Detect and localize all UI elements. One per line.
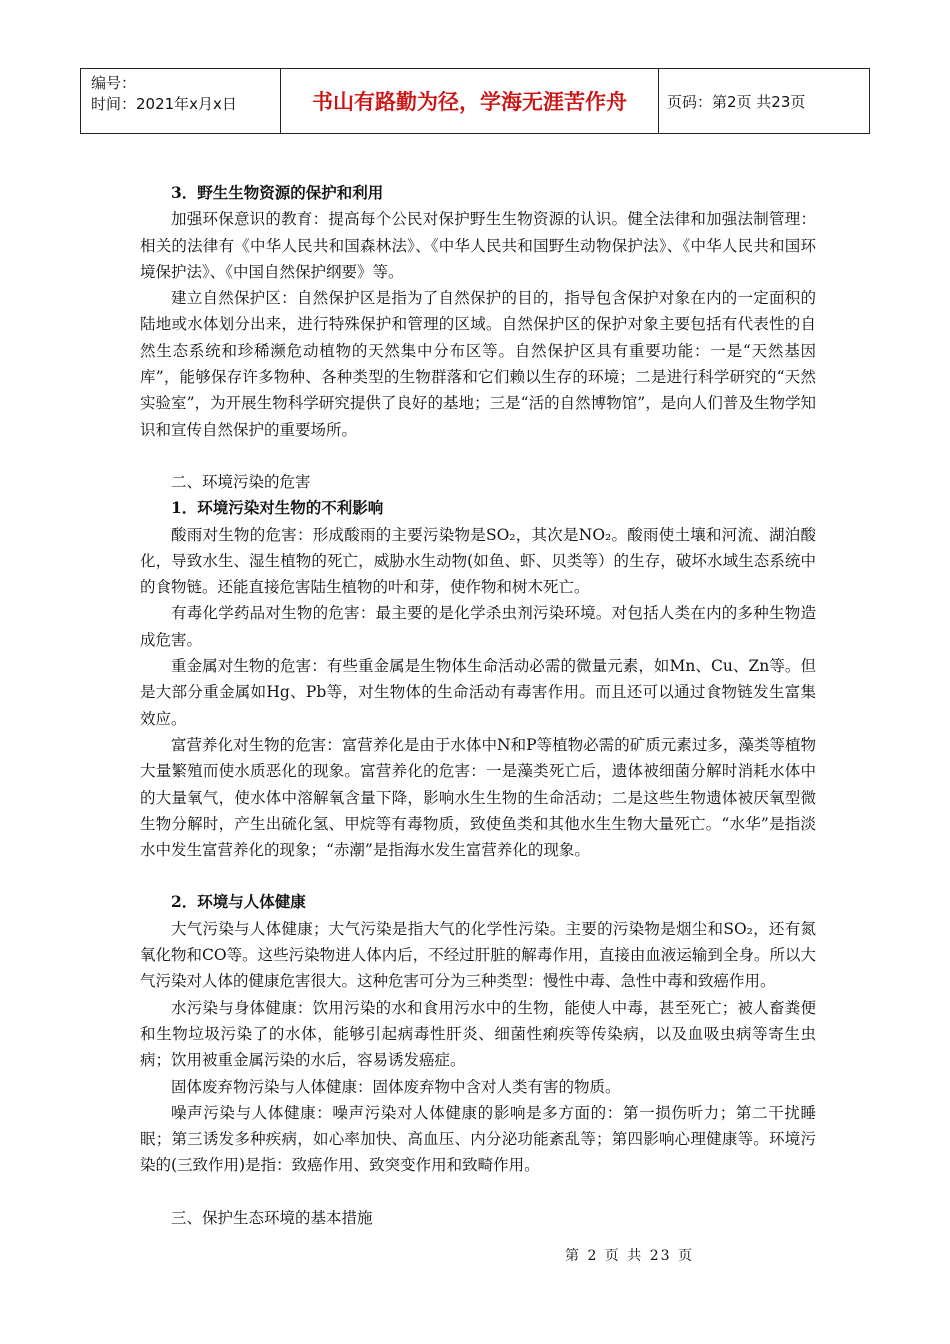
subsection-heading: 3．野生生物资源的保护和利用 [171,183,384,202]
header-meta [81,69,281,133]
paragraph: 建立自然保护区：自然保护区是指为了自然保护的目的，指导包含保护对象在内的一定面积的陆地或水体划分出来，进行特殊保护和管理的区域。自然保护区的保护对象主要包括有代表性的自然生态系统和珍稀濒危动植物的天然集中分布区等。自然保护区具有重要功能：一是“天然基因库”，能够保存许多物种、各种类型的生物群落和它们赖以生存的环境；二是进行科学研究的“天然实验室”，为开展生物科学研究提供了良好的基地；三是“活的自然博物馆”，是向人们普及生物学知识和宣传自然保护的重要场所。 [140,289,816,439]
paragraph: 酸雨对生物的危害：形成酸雨的主要污染物是SO₂，其次是NO₂。酸雨使土壤和河流、湖泊酸化，导致水生、湿生植物的死亡，威胁水生动物(如鱼、虾、贝类等）的生存，破坏水域生态系统中的食物链。还能直接危害陆生植物的叶和芽，使作物和树木死亡。 [140,525,816,597]
time-label: 时间：2021年x月x日 [91,95,237,113]
paragraph: 水污染与身体健康：饮用污染的水和食用污水中的生物，能使人中毒，甚至死亡；被人畜粪便和生物垃圾污染了的水体，能够引起病毒性肝炎、细菌性痢疾等传染病，以及血吸虫病等寄生虫病；饮用被重金属污染的水后，容易诱发癌症。 [140,998,816,1070]
paragraph: 富营养化对生物的危害：富营养化是由于水体中N和P等植物必需的矿质元素过多，藻类等植物大量繁殖而使水质恶化的现象。富营养化的危害：一是藻类死亡后，遗体被细菌分解时消耗水体中的大量氧气，使水体中溶解氧含量下降，影响水生生物的生命活动；二是这些生物遗体被厌氧型微生物分解时，产生出硫化氢、甲烷等有毒物质，致使鱼类和其他水生生物大量死亡。“水华”是指淡水中发生富营养化的现象；“赤潮”是指海水发生富营养化的现象。 [140,735,816,860]
spacer [140,443,816,469]
page-header [80,68,870,134]
number-label: 编号： [91,74,137,92]
paragraph: 有毒化学药品对生物的危害：最主要的是化学杀虫剂污染环境。对包括人类在内的多种生物造成危害。 [140,604,816,649]
spacer [140,863,816,889]
spacer [140,1179,816,1205]
page-footer: 第 2 页 共 23 页 [565,1248,694,1264]
section-heading: 二、环境污染的危害 [171,472,311,491]
paragraph: 加强环保意识的教育：提高每个公民对保护野生生物资源的认识。健全法律和加强法制管理：相关的法律有《中华人民共和国森林法》、《中华人民共和国野生动物保护法》、《中华人民共和国环境保护法》、《中国自然保护纲要》等。 [140,210,816,281]
paragraph: 大气污染与人体健康；大气污染是指大气的化学性污染。主要的污染物是烟尘和SO₂，还有氮氧化物和CO等。这些污染物进人体内后，不经过肝脏的解毒作用，直接由血液运输到全身。所以大气污染对人体的健康危害很大。这种危害可分为三种类型：慢性中毒、急性中毒和致癌作用。 [140,919,816,991]
section-heading: 三、保护生态环境的基本措施 [171,1208,373,1227]
subsection-heading: 1．环境污染对生物的不利影响 [171,498,384,518]
header-page [659,69,869,133]
motto-text: 书山有路勤为径，学海无涯苦作舟 [312,90,627,114]
subsection-heading: 2．环境与人体健康 [171,892,306,912]
header-page-label: 页码：第2页 共23页 [667,92,806,111]
paragraph: 重金属对生物的危害：有些重金属是生物体生命活动必需的微量元素，如Mn、Cu、Zn等。但是大部分重金属如Hg、Pb等，对生物体的生命活动有毒害作用。而且还可以通过食物链发生富集效应。 [140,657,816,728]
document-body [140,180,816,1231]
paragraph: 固体废弃物污染与人体健康：固体废弃物中含对人类有害的物质。 [171,1077,621,1096]
header-motto [281,69,659,133]
paragraph: 噪声污染与人体健康：噪声污染对人体健康的影响是多方面的：第一损伤听力；第二干扰睡眠；第三诱发多种疾病，如心率加快、高血压、内分泌功能紊乱等；第四影响心理健康等。环境污染的(三致作用)是指：致癌作用、致突变作用和致畸作用。 [140,1103,816,1175]
